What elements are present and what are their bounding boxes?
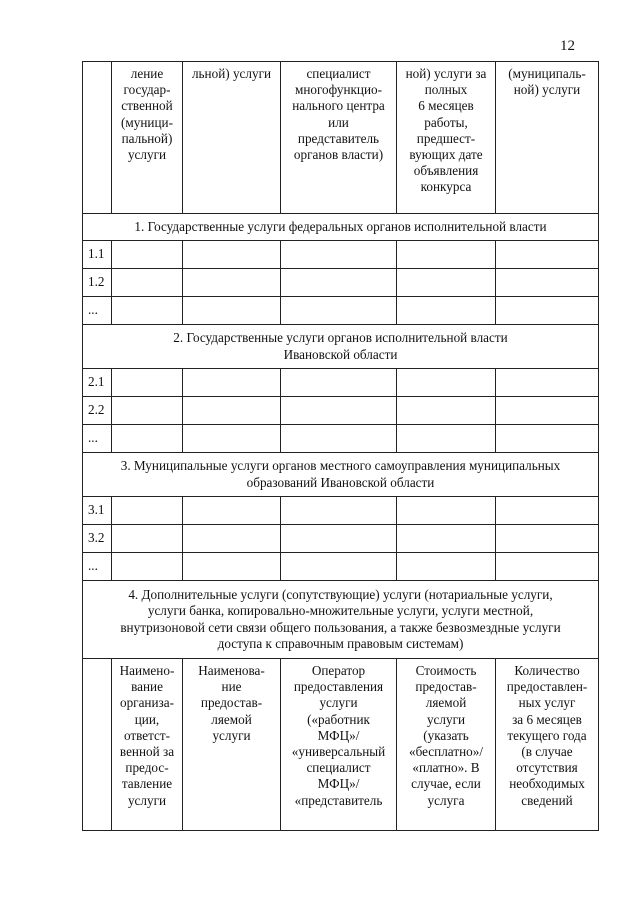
header-cell: ление государ- ственной (муници- пальной) услуги	[112, 62, 183, 214]
empty-cell	[112, 425, 183, 453]
row-number: 2.1	[83, 369, 112, 397]
empty-cell	[397, 297, 496, 325]
row-number: 3.1	[83, 497, 112, 525]
row-number: 3.2	[83, 525, 112, 553]
bottom-header-row	[83, 659, 599, 831]
empty-cell	[183, 497, 281, 525]
table-row	[83, 369, 599, 397]
empty-cell	[281, 241, 397, 269]
empty-cell	[496, 525, 599, 553]
section-title: 2. Государственные услуги органов исполнительной власти Ивановской области	[173, 330, 508, 362]
row-number: 2.2	[83, 397, 112, 425]
table-row	[83, 297, 599, 325]
services-table	[82, 61, 599, 831]
empty-cell	[281, 553, 397, 581]
header-cell: Наимено- вание организа- ции, ответст- венной за предос- тавление услуги	[112, 659, 183, 831]
header-cell: Оператор предоставления услуги («работник МФЦ»/ «универсальный специалист МФЦ»/ «представитель	[281, 659, 397, 831]
empty-cell	[496, 553, 599, 581]
empty-cell	[281, 269, 397, 297]
empty-cell	[397, 397, 496, 425]
row-number: 1.2	[83, 269, 112, 297]
table-row	[83, 397, 599, 425]
section-title: 4. Дополнительные услуги (сопутствующие) услуги (нотариальные услуги, услуги банка, копировально-множительные услуги, услуги местной, внутризоновой сети связи общего пользования, а также безвозмездные услуги доступа к справочным правовым системам)	[120, 587, 561, 651]
empty-cell	[112, 497, 183, 525]
table-row	[83, 497, 599, 525]
section-title: 3. Муниципальные услуги органов местного самоуправления муниципальных образований Ивановской области	[120, 458, 561, 490]
header-cell: Наименова- ние предостав- ляемой услуги	[183, 659, 281, 831]
empty-cell	[281, 369, 397, 397]
empty-cell	[183, 269, 281, 297]
header-cell: Стоимость предостав- ляемой услуги (указать «бесплатно»/ «платно». В случае, если услуга	[397, 659, 496, 831]
empty-cell	[112, 269, 183, 297]
row-number: 1.1	[83, 241, 112, 269]
empty-cell	[183, 241, 281, 269]
empty-cell	[397, 369, 496, 397]
table-row	[83, 553, 599, 581]
empty-cell	[397, 425, 496, 453]
section-row	[83, 453, 599, 497]
header-cell: (муниципаль- ной) услуги	[496, 62, 599, 214]
header-cell: льной) услуги	[183, 62, 281, 214]
empty-cell	[397, 553, 496, 581]
section-row	[83, 581, 599, 659]
header-cell: специалист многофункцио- нального центра или представитель органов власти)	[281, 62, 397, 214]
empty-cell	[183, 297, 281, 325]
header-cell	[83, 62, 112, 214]
page-number: 12	[560, 38, 575, 54]
empty-cell	[496, 241, 599, 269]
row-number: ...	[83, 553, 112, 581]
empty-cell	[397, 241, 496, 269]
empty-cell	[112, 297, 183, 325]
empty-cell	[496, 397, 599, 425]
table-row	[83, 425, 599, 453]
header-continuation-row	[83, 62, 599, 214]
section-title: 1. Государственные услуги федеральных органов исполнительной власти	[134, 218, 547, 234]
empty-cell	[281, 525, 397, 553]
empty-cell	[183, 369, 281, 397]
empty-cell	[183, 425, 281, 453]
empty-cell	[112, 397, 183, 425]
empty-cell	[496, 497, 599, 525]
section-row	[83, 214, 599, 241]
empty-cell	[281, 297, 397, 325]
empty-cell	[112, 553, 183, 581]
table-row	[83, 241, 599, 269]
header-cell	[83, 659, 112, 831]
empty-cell	[397, 525, 496, 553]
empty-cell	[112, 369, 183, 397]
empty-cell	[397, 497, 496, 525]
empty-cell	[496, 369, 599, 397]
table-row	[83, 269, 599, 297]
empty-cell	[183, 525, 281, 553]
empty-cell	[496, 297, 599, 325]
section-row	[83, 325, 599, 369]
empty-cell	[496, 269, 599, 297]
empty-cell	[281, 425, 397, 453]
table-row	[83, 525, 599, 553]
empty-cell	[183, 553, 281, 581]
row-number: ...	[83, 425, 112, 453]
empty-cell	[183, 397, 281, 425]
empty-cell	[281, 397, 397, 425]
header-cell: ной) услуги за полных 6 месяцев работы, предшест- вующих дате объявления конкурса	[397, 62, 496, 214]
empty-cell	[281, 497, 397, 525]
empty-cell	[496, 425, 599, 453]
row-number: ...	[83, 297, 112, 325]
empty-cell	[112, 241, 183, 269]
empty-cell	[112, 525, 183, 553]
empty-cell	[397, 269, 496, 297]
header-cell: Количество предоставлен- ных услуг за 6 месяцев текущего года (в случае отсутствия необходимых сведений	[496, 659, 599, 831]
